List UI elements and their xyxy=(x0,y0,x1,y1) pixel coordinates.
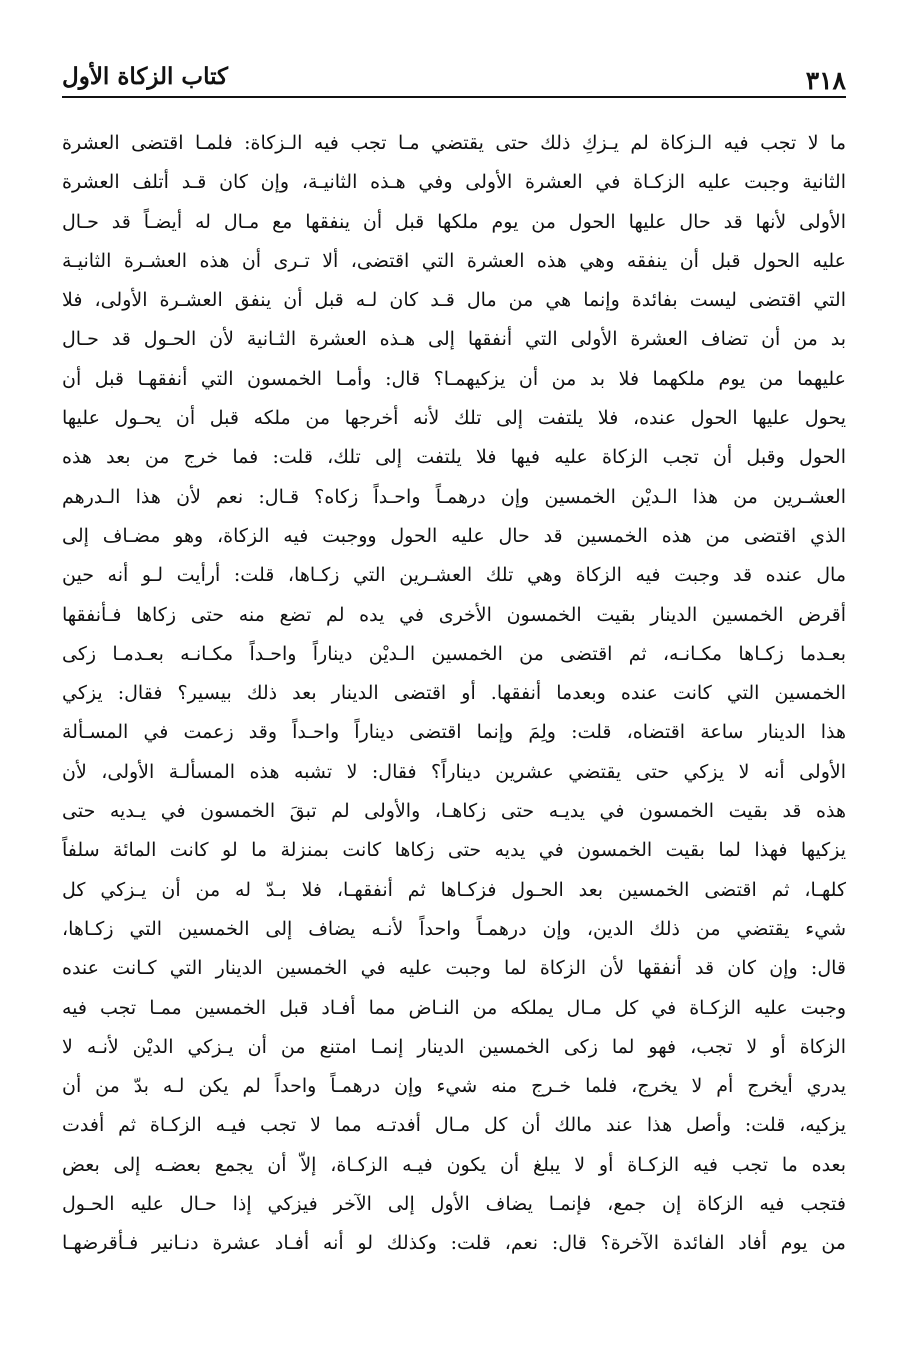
text-line: فتجب فيه الزكاة إن جمع، فإنمـا يضاف الأول إلى الآخر فيزكي إذا حـال عليه الحـول xyxy=(62,1193,846,1216)
text-line: أقرض الخمسين الدينار بقيت الخمسون الأخرى في يده لم تضع منه حتى زكاها فـأنفقها xyxy=(62,603,846,626)
running-title: كتاب الزكاة الأول xyxy=(62,63,228,90)
text-line: ما لا تجب فيه الـزكاة لم يـزكِ ذلك حتى يقتضي مـا تجب فيه الـزكاة: فلمـا اقتضى العشرة xyxy=(62,132,846,154)
text-line: بد من أن تضاف العشرة الأولى التي أنفقها إلى هـذه العشرة الثـانية لأن الحـول قد حـال xyxy=(62,328,846,351)
text-line: يزكيها فهذا لما بقيت الخمسون في يديه حتى زكاها كانت بمنزلة ما لو كانت المائة سلفاً xyxy=(62,839,846,862)
page-header xyxy=(62,56,846,96)
text-line: الزكاة أو لا تجب، فهو لما زكى الخمسين الدينار إنمـا امتنع من أن يـزكي الديْن لأنـه لا xyxy=(62,1035,846,1058)
header-divider xyxy=(62,96,846,98)
text-line: كلهـا، ثم اقتضى الخمسين بعد الحـول فزكـاها ثم أنفقهـا، فلا بـدّ له من أن يـزكي كل xyxy=(62,878,846,901)
text-line: الثانية وجبت عليه الزكـاة في العشرة الأولى وفي هـذه الثانيـة، وإن كان قـد أتلف العشرة xyxy=(62,171,846,194)
text-line: يزكيه، قلت: وأصل هذا عند مالك أن كل مـال أفدتـه مما لا تجب فيـه الزكـاة ثم أفدت xyxy=(62,1114,846,1137)
text-line: شيء يقتضي من ذلك الدين، وإن درهمـاً واحداً لأنـه يضاف إلى الخمسين التي زكـاها، xyxy=(62,917,846,940)
text-line: عليه الحول قبل أن ينفقه وهي هذه العشرة التي اقتضى، ألا تـرى أن هذه العشـرة الثانيـة xyxy=(62,249,846,272)
text-line: الأولى لأنها قد حال عليها الحول من يوم ملكها قبل أن ينفقها مع مـال له أيضـاً قد حـال xyxy=(62,210,846,233)
text-line: قال: وإن كان قد أنفقها لأن الزكاة لما وجبت عليه في الخمسين الدينار التي كـانت عنده xyxy=(62,957,846,980)
text-line: الخمسين التي كانت عنده وبعدما أنفقها. أو اقتضى الدينار بعد ذلك بيسير؟ فقال: يزكي xyxy=(62,682,846,705)
text-line: يحول عليها الحول عنده، فلا يلتفت إلى تلك لأنه أخرجها من ملكه قبل أن يحـول عليها xyxy=(62,407,846,430)
text-line: وجبت عليه الزكـاة في كل مـال يملكه من النـاض مما أفـاد قبل الخمسين ممـا تجب فيه xyxy=(62,996,846,1019)
text-line: التي اقتضى ليست بفائدة وإنما هي من مال قـد كان لـه قبل أن ينفق العشـرة الأولى، فلا xyxy=(62,289,846,312)
text-line: عليهما من يوم ملكهما فلا بد من أن يزكيهمـا؟ قال: وأمـا الخمسون التي أنفقهـا قبل أن xyxy=(62,367,846,390)
text-line: بعـدما زكـاها مكـانـه، ثم اقتضى من الخمسين الـديْن ديناراً واحـداً مكـانـه بعـدمـا زكى xyxy=(62,642,846,665)
text-line: الحول وقبل أن تجب الزكاة عليه فيها فلا يلتفت إلى تلك، قلت: فما خرج من بعد هذه xyxy=(62,446,846,469)
text-line: الأولى أنه لا يزكي حتى يقتضي عشرين ديناراً؟ فقال: لا تشبه هذه المسألـة الأولى، لأن xyxy=(62,760,846,783)
text-line: العشـرين من هذا الـديْن الخمسين وإن درهمـاً واحـداً زكاه؟ قـال: نعم لأن هذا الـدرهم xyxy=(62,485,846,508)
text-line: الذي اقتضى من هذه الخمسين قد حال عليه الحول ووجبت فيه الزكاة، وهو مضـاف إلى xyxy=(62,524,846,547)
body-text xyxy=(62,124,846,1264)
text-line: مال عنده قد وجبت فيه الزكاة وهي تلك العشـرين التي زكـاها، قلت: أرأيت لـو أنه حين xyxy=(62,564,846,587)
page-number: ٣١٨ xyxy=(805,66,846,95)
text-line: هذه قد بقيت الخمسون في يديـه حتى زكاهـا، والأولى لم تبقَ الخمسون في يـديه حتى xyxy=(62,800,846,823)
text-line: بعده ما تجب فيه الزكـاة أو لا يبلغ أن يكون فيـه الزكـاة، إلاّ أن يجمع بعضـه إلى بعض xyxy=(62,1153,846,1176)
text-line: من يوم أفاد الفائدة الآخرة؟ قال: نعم، قلت: وكذلك لو أنه أفـاد عشرة دنـانير فـأقرضهـا xyxy=(62,1232,846,1255)
text-line: هذا الدينار ساعة اقتضاه، قلت: ولِمَ وإنما اقتضى ديناراً واحـداً وقد زعمت في المسـألة xyxy=(62,721,846,744)
text-line: يدري أيخرج أم لا يخرج، فلما خـرج منه شيء وإن درهمـاً واحداً لم يكن لـه بدّ من أن xyxy=(62,1075,846,1098)
